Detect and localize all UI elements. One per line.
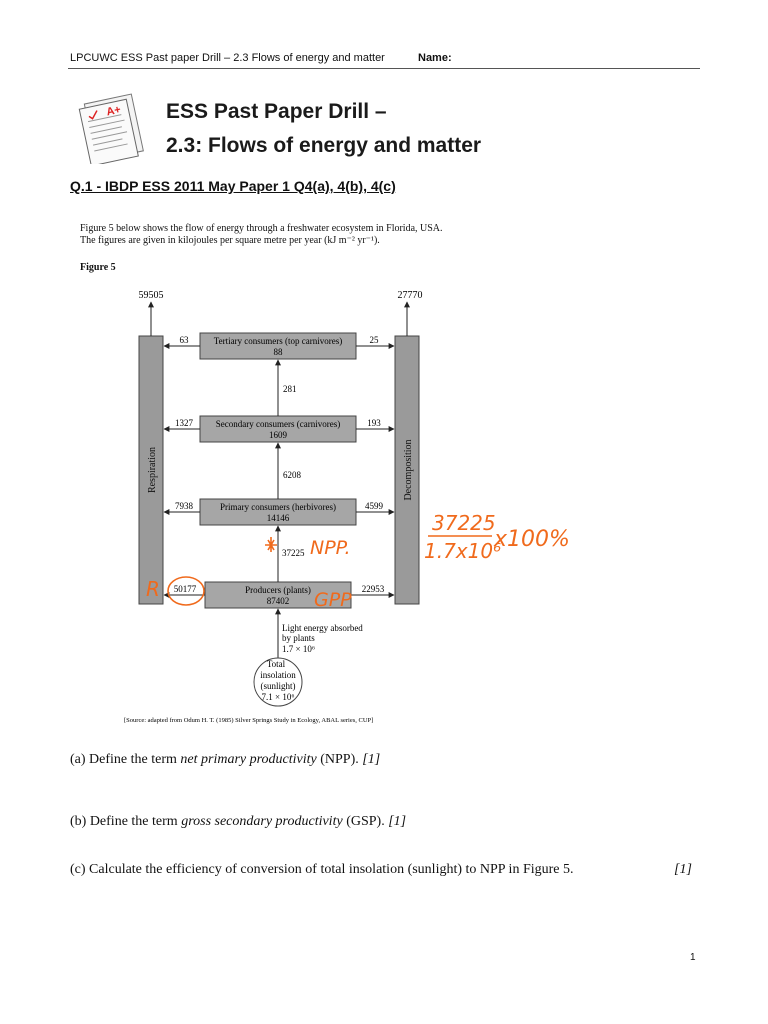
page-title-line-1: ESS Past Paper Drill – — [166, 100, 387, 123]
annotation-star — [265, 537, 277, 552]
svg-text:A+: A+ — [105, 103, 122, 119]
producers-name: Producers (plants) — [245, 585, 311, 595]
annotation-r: R — [146, 577, 160, 601]
annotation-gpp: GPP — [314, 589, 352, 611]
question-c-marks: [1] — [674, 862, 692, 877]
flow-281: 281 — [283, 384, 297, 394]
primary-value: 14146 — [266, 513, 290, 523]
primary-decomposition: 4599 — [365, 501, 383, 511]
question-c: (c) Calculate the efficiency of conversion of total insolation (sunlight) to NPP in Figure 5. — [70, 862, 574, 877]
header-title: LPCUWC ESS Past paper Drill – 2.3 Flows of energy and matter — [70, 52, 385, 64]
insolation-line-2: insolation — [260, 670, 296, 680]
annotation-multiplier: x100% — [494, 527, 570, 552]
producers-value: 87402 — [266, 596, 290, 606]
light-energy-line-3: 1.7 × 10⁶ — [282, 644, 315, 654]
annotation-denominator: 1.7x10⁶ — [424, 539, 502, 563]
producers-decomposition: 22953 — [361, 584, 385, 594]
flow-37225: 37225 — [282, 548, 305, 558]
question-a: (a) Define the term net primary productivity (NPP). [1] — [70, 752, 381, 767]
light-energy-line-1: Light energy absorbed — [282, 623, 363, 633]
respiration-total: 59505 — [138, 290, 164, 301]
respiration-label: Respiration — [147, 446, 158, 494]
light-energy-line-2: by plants — [282, 633, 315, 643]
tertiary-value: 88 — [273, 347, 283, 357]
figure-intro-line-2: The figures are given in kilojoules per square metre per year (kJ m⁻² yr⁻¹). — [80, 235, 380, 246]
figure-label: Figure 5 — [80, 262, 116, 273]
insolation-line-4: 7.1 × 10⁶ — [261, 692, 295, 702]
insolation-line-1: Total — [266, 659, 286, 669]
secondary-name: Secondary consumers (carnivores) — [215, 419, 341, 429]
primary-respiration: 7938 — [175, 501, 193, 511]
insolation-line-3: (sunlight) — [260, 681, 296, 691]
annotation-npp: NPP. — [310, 537, 351, 559]
tertiary-name: Tertiary consumers (top carnivores) — [213, 336, 343, 346]
tertiary-respiration: 63 — [179, 335, 189, 345]
secondary-value: 1609 — [269, 430, 287, 440]
flow-6208: 6208 — [283, 470, 301, 480]
producers-respiration: 50177 — [173, 584, 197, 594]
page-number: 1 — [690, 952, 696, 963]
secondary-respiration: 1327 — [175, 418, 193, 428]
page-title-line-2: 2.3: Flows of energy and matter — [166, 134, 482, 157]
figure-source: [Source: adapted from Odum H. T. (1985) Silver Springs Study in Ecology, ABAL series, CUP] — [124, 717, 374, 724]
annotation-numerator: 37225 — [432, 511, 496, 535]
decomposition-total: 27770 — [397, 290, 423, 301]
tertiary-decomposition: 25 — [369, 335, 379, 345]
question-heading: Q.1 - IBDP ESS 2011 May Paper 1 Q4(a), 4(b), 4(c) — [70, 178, 396, 194]
secondary-decomposition: 193 — [367, 418, 381, 428]
figure-intro-line-1: Figure 5 below shows the flow of energy through a freshwater ecosystem in Florida, USA. — [80, 223, 443, 234]
name-label: Name: — [418, 52, 452, 64]
primary-name: Primary consumers (herbivores) — [220, 502, 336, 512]
decomposition-label: Decomposition — [403, 439, 414, 501]
question-b: (b) Define the term gross secondary productivity (GSP). [1] — [70, 814, 407, 829]
